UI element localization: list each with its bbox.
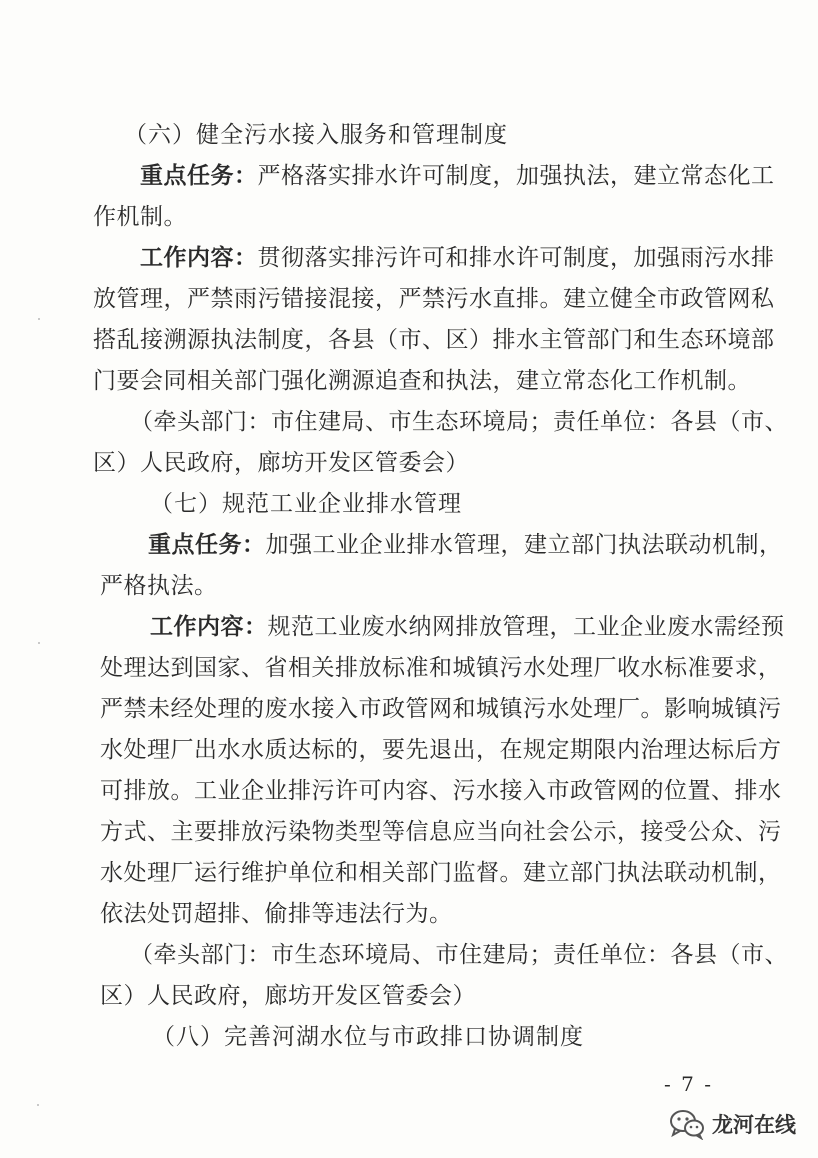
scan-speck [38,318,40,320]
section7-work-label: 工作内容： [150,614,268,640]
section6-lead-line2: 区）人民政府，廊坊开发区管委会） [93,450,469,476]
section7-key-label: 重点任务： [148,532,266,558]
scan-speck [37,1104,39,1106]
section6-work-line4: 门要会同相关部门强化溯源追查和执法，建立常态化工作机制。 [93,368,751,394]
section6-heading: （六）健全污水接入服务和管理制度 [124,122,508,148]
section8-heading: （八）完善河湖水位与市政排口协调制度 [152,1024,584,1050]
section6-work-line3: 搭乱接溯源执法制度，各县（市、区）排水主管部门和生态环境部 [93,327,775,353]
section7-work-line3: 严禁未经处理的废水接入市政管网和城镇污水处理厂。影响城镇污 [100,696,782,722]
section7-work-line5: 可排放。工业企业排污许可内容、污水接入市政管网的位置、排水 [100,778,782,804]
section7-work-line8: 依法处罚超排、偷排等违法行为。 [100,901,453,927]
section7-key-task-line1 [148,531,783,559]
section6-key-text: 严格落实排水许可制度，加强执法，建立常态化工 [257,163,775,189]
section6-key-task-line2: 作机制。 [93,204,187,230]
scan-speck [38,642,40,644]
section6-lead-line1: （牵头部门：市住建局、市生态环境局；责任单位：各县（市、 [130,409,788,435]
section7-work-line1 [150,613,785,641]
section6-work-text: 贯彻落实排污许可和排水许可制度，加强雨污水排 [257,245,775,271]
watermark-text: 龙河在线 [712,1113,796,1137]
section7-work-line4: 水处理厂出水水质达标的，要先退出，在规定期限内治理达标后方 [100,737,782,763]
section7-work-text: 规范工业废水纳网排放管理，工业企业废水需经预 [267,614,785,640]
watermark [668,1105,796,1143]
section6-key-task-line1 [140,162,775,190]
section7-key-text: 加强工业企业排水管理，建立部门执法联动机制， [265,532,783,558]
wechat-icon [668,1108,706,1140]
section6-work-label: 工作内容： [140,245,258,271]
section6-work-line2: 放管理，严禁雨污错接混接，严禁污水直排。建立健全市政管网私 [93,286,775,312]
section7-work-line6: 方式、主要排放污染物类型等信息应当向社会公示，接受公众、污 [100,819,782,845]
section7-lead-line1: （牵头部门：市生态环境局、市住建局；责任单位：各县（市、 [130,942,788,968]
page-number: - 7 - [664,1072,713,1096]
section6-work-line1 [140,244,775,272]
section7-work-line2: 处理达到国家、省相关排放标准和城镇污水处理厂收水标准要求， [100,655,782,681]
section7-heading: （七）规范工业企业排水管理 [150,491,462,517]
section6-key-label: 重点任务： [140,163,258,189]
section7-work-line7: 水处理厂运行维护单位和相关部门监督。建立部门执法联动机制， [100,860,782,886]
section7-lead-line2: 区）人民政府，廊坊开发区管委会） [100,983,476,1009]
section7-key-task-line2: 严格执法。 [100,573,218,599]
